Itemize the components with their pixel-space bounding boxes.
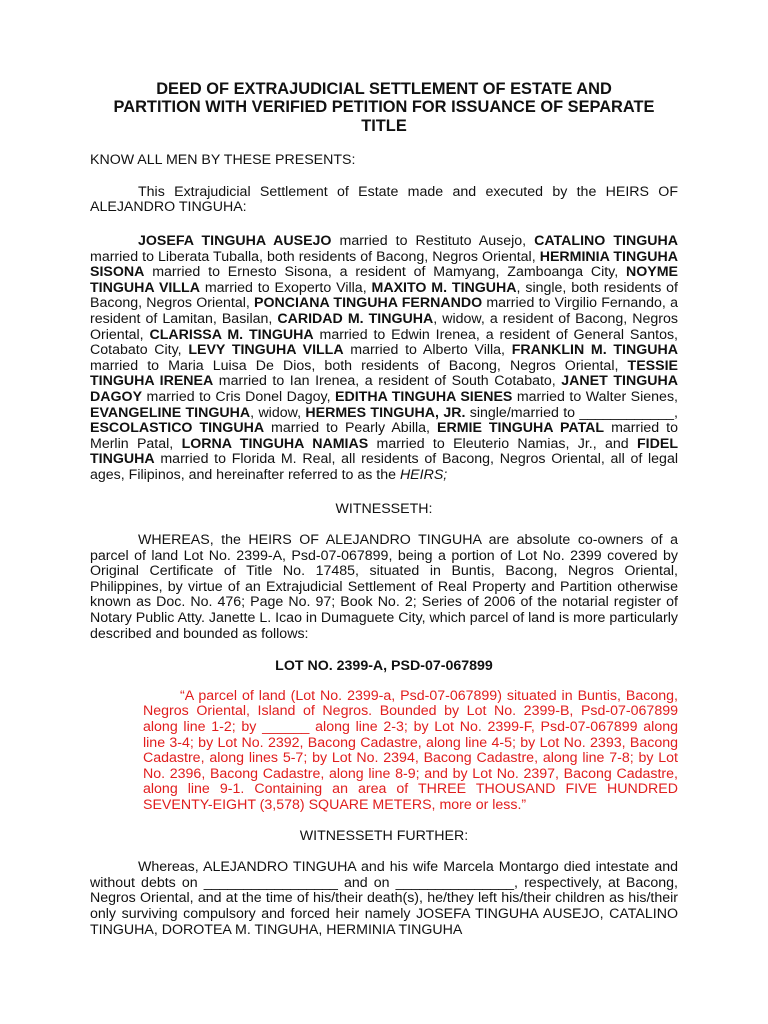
heir-name: MAXITO M. TINGUHA bbox=[371, 279, 517, 296]
heir-name: HERMES TINGUHA, JR. bbox=[305, 404, 466, 421]
heir-description: married to Merlin Patal, bbox=[90, 420, 678, 452]
witnesseth-further-heading: WITNESSETH FURTHER: bbox=[299, 827, 469, 844]
heir-description: married to Restituto Ausejo, bbox=[331, 233, 535, 249]
heir-description: married to Exoperto Villa, bbox=[199, 279, 372, 296]
heir-name: JANET TINGUHA DAGOY bbox=[90, 373, 678, 405]
heir-name: LEVY TINGUHA VILLA bbox=[188, 342, 344, 359]
heir-name: NOYME TINGUHA VILLA bbox=[90, 264, 678, 296]
heir-description: married to Ian Irenea, a resident of South Cotabato, bbox=[213, 373, 562, 390]
whereas-further-paragraph: Whereas, ALEJANDRO TINGUHA and his wife Marcela Montargo died intestate and without debts on _________________ and on _______________, respectively, at Bacong, Negros Oriental, and at the time of his/their death(s), he/they left his/their children as his/their only surviving compulsory and forced heir namely JOSEFA TINGUHA AUSEJO, CATALINO TINGUHA, DOROTEA M. TINGUHA, HERMINIA TINGUHA bbox=[90, 859, 678, 938]
heir-name: LORNA TINGUHA NAMIAS bbox=[181, 435, 369, 452]
heir-name: CLARISSA M. TINGUHA bbox=[149, 326, 314, 343]
heir-description: , widow, bbox=[250, 404, 306, 421]
heirs-term: HEIRS; bbox=[399, 466, 448, 483]
heir-description: married to Alberto Villa, bbox=[343, 342, 512, 359]
know-all-heading: KNOW ALL MEN BY THESE PRESENTS: bbox=[90, 152, 356, 169]
heir-name: JOSEFA TINGUHA AUSEJO bbox=[138, 233, 332, 249]
intro-paragraph: This Extrajudicial Settlement of Estate made and executed by the HEIRS OF ALEJANDRO TINGUHA: bbox=[90, 183, 678, 216]
heir-description: married to Cris Donel Dagoy, bbox=[142, 388, 335, 405]
heir-description: single/married to ____________, bbox=[465, 404, 678, 421]
heir-description: married to Maria Luisa De Dios, both residents of Bacong, Negros Oriental, bbox=[90, 357, 628, 374]
document-title bbox=[90, 80, 678, 135]
heir-description: married to Pearly Abilla, bbox=[264, 420, 437, 437]
heir-name: CATALINO TINGUHA bbox=[534, 233, 678, 249]
heir-name: FIDEL TINGUHA bbox=[90, 435, 678, 468]
heir-name: TESSIE TINGUHA IRENEA bbox=[90, 357, 678, 390]
title-line: DEED OF EXTRAJUDICIAL SETTLEMENT OF ESTATE AND bbox=[156, 80, 612, 98]
heir-description: married to Florida M. Real, all residents of Bacong, Negros Oriental, all of legal ages, Filipinos, and hereinafter referred to as the bbox=[90, 451, 678, 483]
heir-name: ERMIE TINGUHA PATAL bbox=[436, 420, 605, 437]
lot-title: LOT NO. 2399-A, PSD-07-067899 bbox=[275, 658, 493, 675]
heir-name: FRANKLIN M. TINGUHA bbox=[511, 342, 679, 359]
heir-description: married to Edwin Irenea, a resident of General Santos, Cotabato City, bbox=[90, 326, 678, 359]
heirs-paragraph bbox=[90, 234, 678, 484]
heir-name: EDITHA TINGUHA SIENES bbox=[335, 388, 513, 405]
heir-description: , single, both residents of Bacong, Negros Oriental, bbox=[90, 279, 678, 312]
document-page bbox=[90, 76, 678, 938]
heir-name: PONCIANA TINGUHA FERNANDO bbox=[254, 295, 483, 312]
heir-description: married to Virgilio Fernando, a resident of Lamitan, Basilan, bbox=[90, 295, 678, 327]
heir-name: CARIDAD M. TINGUHA bbox=[277, 310, 434, 327]
heir-description: married to Eleuterio Namias, Jr., and bbox=[368, 435, 638, 452]
witnesseth-heading: WITNESSETH: bbox=[335, 500, 433, 517]
heir-name: EVANGELINE TINGUHA bbox=[90, 404, 251, 421]
heir-name: HERMINIA TINGUHA SISONA bbox=[90, 248, 678, 281]
heir-description: married to Ernesto Sisona, a resident of Mamyang, Zamboanga City, bbox=[144, 264, 626, 281]
whereas-paragraph: WHEREAS, the HEIRS OF ALEJANDRO TINGUHA are absolute co-owners of a parcel of land Lot No. 2399-A, Psd-07-067899, being a portion of Lot No. 2399 covered by Original Certificate of Title No. 17485, situated in Buntis, Bacong, Negros Oriental, Philippines, by virtue of an Extrajudicial Settlement of Real Property and Partition otherwise known as Doc. No. 476; Page No. 97; Book No. 2; Series of 2006 of the notarial register of Notary Public Atty. Janette L. Icao in Dumaguete City, which parcel of land is more particularly described and bounded as follows: bbox=[90, 532, 678, 642]
heir-description: married to Walter Sienes, bbox=[512, 388, 678, 405]
lot-description: “A parcel of land (Lot No. 2399-a, Psd-07-067899) situated in Buntis, Bacong, Negros Oriental, Island of Negros. Bounded by Lot No. 2399-B, Psd-07-067899 along line 1-2; by ______ along line 2-3; by Lot No. 2399-F, Psd-07-067899 along line 3-4; by Lot No. 2392, Bacong Cadastre, along line 4-5; by Lot No. 2393, Bacong Cadastre, along lines 5-7; by Lot No. 2394, Bacong Cadastre, along line 7-8; by Lot No. 2396, Bacong Cadastre, along line 8-9; and by Lot No. 2397, Bacong Cadastre, along line 9-1. Containing an area of THREE THOUSAND FIVE HUNDRED SEVENTY-EIGHT (3,578) SQUARE METERS, more or less.” bbox=[143, 687, 678, 813]
heir-description: married to Liberata Tuballa, both residents of Bacong, Negros Oriental, bbox=[90, 248, 540, 265]
heir-name: ESCOLASTICO TINGUHA bbox=[90, 420, 265, 437]
heir-description: , widow, a resident of Bacong, Negros Oriental, bbox=[90, 310, 679, 343]
title-line: TITLE bbox=[361, 116, 407, 135]
title-line: PARTITION WITH VERIFIED PETITION FOR ISSUANCE OF SEPARATE bbox=[113, 98, 655, 117]
